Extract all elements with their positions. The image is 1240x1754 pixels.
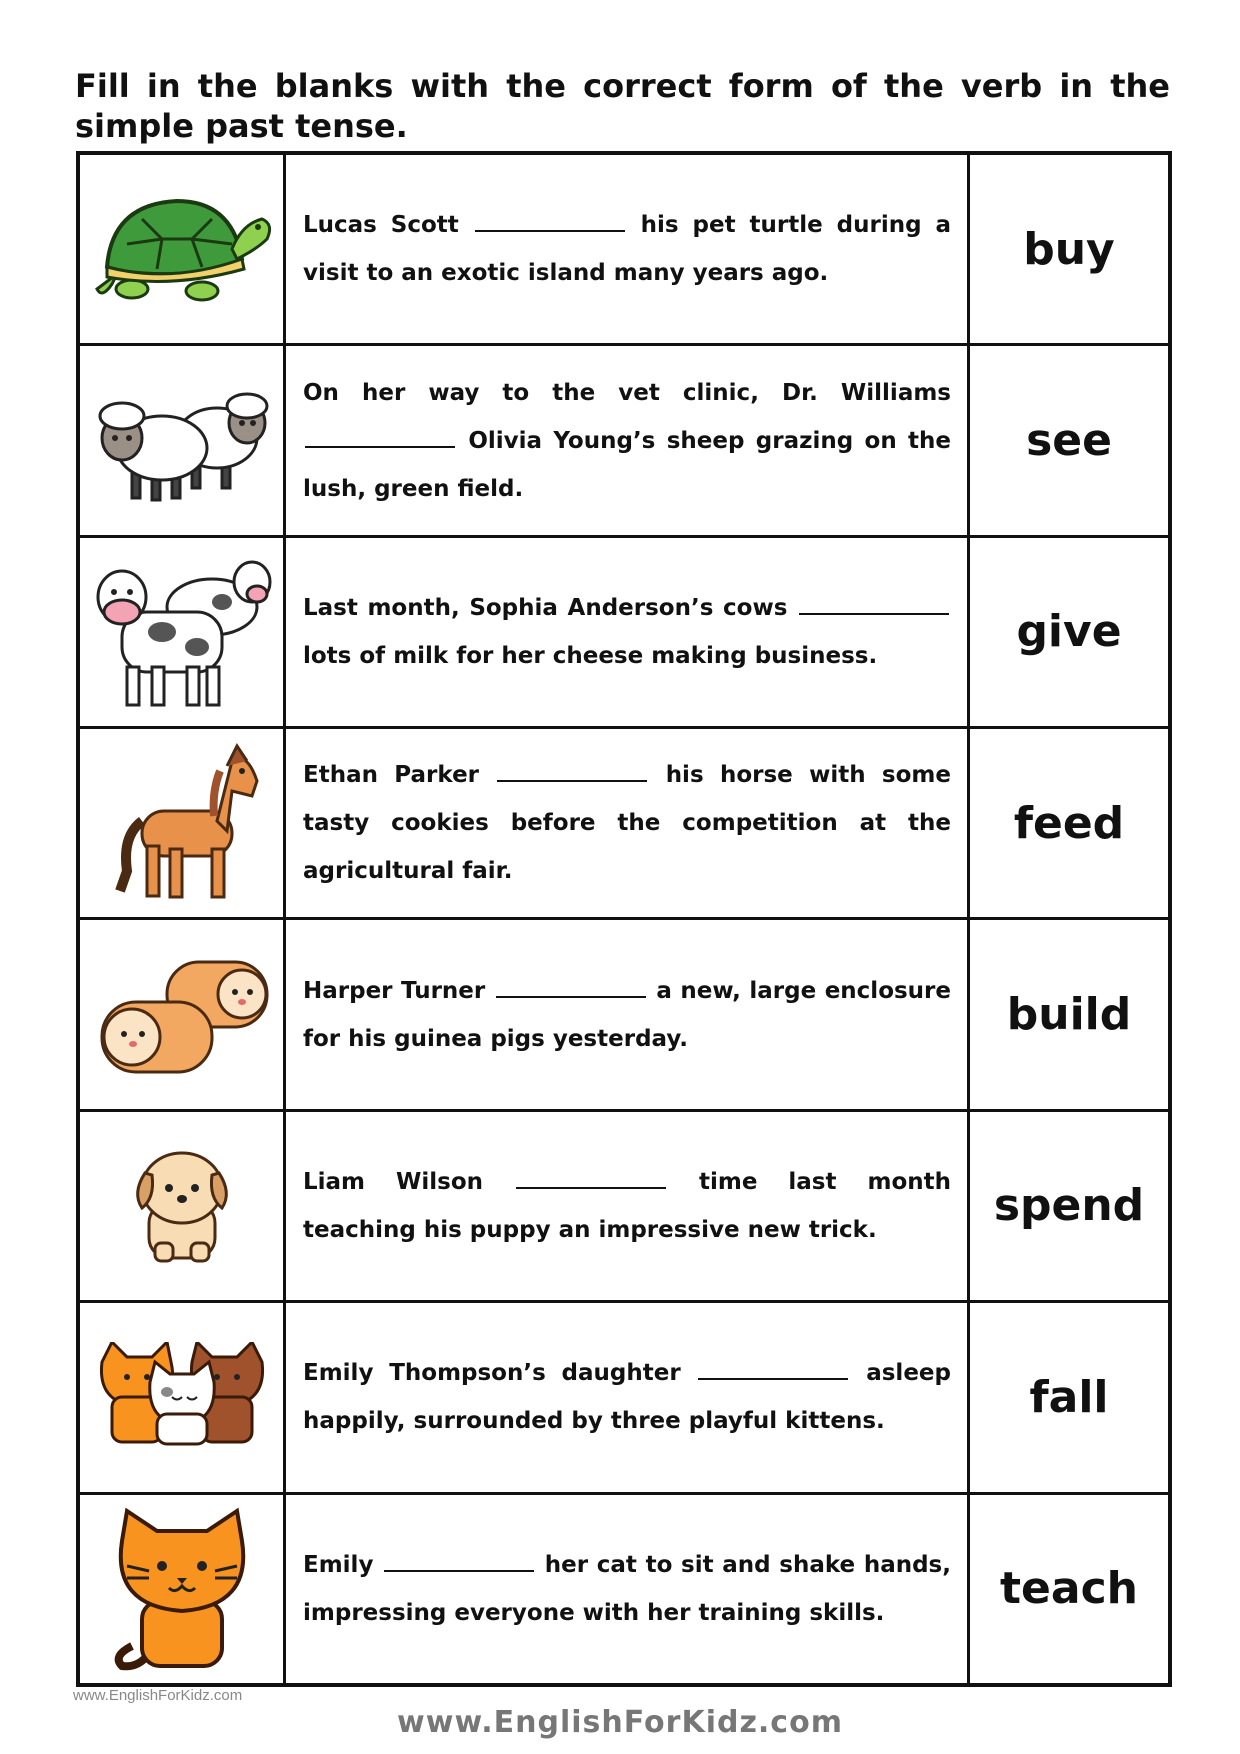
exercise-row [78,536,1170,727]
sentence-end: his pet turtle during a visit to an exotic island many years ago. [303,212,951,287]
answer-blank[interactable] [496,976,646,998]
picture-cell [78,1110,285,1301]
sentence [303,1349,951,1445]
sentence-cell [285,919,969,1110]
cow-icon [92,552,272,712]
sentence-cell [285,1110,969,1301]
sentence [303,1158,951,1254]
turtle-icon [92,189,272,309]
verb-cell: feed [969,728,1171,919]
exercise-row [78,728,1170,919]
sentence-end: his horse with some tasty cookies before the competition at the agricultural fair. [303,762,951,885]
sentence-cell [285,1302,969,1493]
exercise-row [78,153,1170,345]
horse-icon [102,741,262,906]
answer-blank[interactable] [305,426,455,448]
sentence [303,201,951,297]
guinea-pig-icon [92,952,272,1077]
verb-cell: give [969,536,1171,727]
picture-cell [78,919,285,1110]
sheep-icon [92,378,272,503]
sentence-end: Olivia Young’s sheep grazing on the lush, green field. [303,427,952,502]
answer-blank[interactable] [799,593,949,615]
exercise-row [78,1302,1170,1493]
sentence [303,751,951,895]
sentence-start: Harper Turner [303,977,486,1004]
sentence-start: Last month, Sophia Anderson’s cows [303,594,788,621]
sentence-end: time last month teaching his puppy an impressive new trick. [303,1168,951,1243]
sentence-end: her cat to sit and shake hands, impressing everyone with her training skills. [303,1551,951,1626]
exercise-row [78,1110,1170,1301]
instructions: Fill in the blanks with the correct form of the verb in the simple past tense. [75,67,1170,145]
sentence-cell [285,345,969,536]
cat-icon [107,1506,257,1671]
verb-cell: buy [969,153,1171,345]
sentence-start: Ethan Parker [303,762,480,789]
sentence [303,967,951,1063]
answer-blank[interactable] [497,760,647,782]
sentence-end: asleep happily, surrounded by three playful kittens. [303,1360,951,1435]
sentence [303,1541,951,1637]
sentence-end: lots of milk for her cheese making business. [303,642,878,669]
exercise-row [78,919,1170,1110]
kittens-icon [92,1342,272,1452]
exercise-row [78,345,1170,536]
sentence-cell [285,536,969,727]
sentence-cell [285,153,969,345]
sentence-cell [285,1493,969,1685]
answer-blank[interactable] [384,1550,534,1572]
picture-cell [78,1493,285,1685]
picture-cell [78,153,285,345]
watermark-url: www.EnglishForKidz.com [73,1687,243,1704]
sentence-start: Emily [303,1551,374,1578]
exercise-row [78,1493,1170,1685]
verb-cell: fall [969,1302,1171,1493]
verb-cell: see [969,345,1171,536]
puppy-icon [127,1143,237,1268]
sentence-cell [285,728,969,919]
picture-cell [78,345,285,536]
verb-cell: spend [969,1110,1171,1301]
sentence [303,369,951,513]
sentence-start: Liam Wilson [303,1168,484,1195]
verb-cell: build [969,919,1171,1110]
sentence-end: a new, large enclosure for his guinea pigs yesterday. [303,977,951,1052]
answer-blank[interactable] [698,1358,848,1380]
footer-url[interactable]: www.EnglishForKidz.com [397,1705,843,1740]
verb-cell: teach [969,1493,1171,1685]
exercise-table [76,151,1172,1687]
answer-blank[interactable] [516,1167,666,1189]
picture-cell [78,536,285,727]
picture-cell [78,1302,285,1493]
sentence-start: Emily Thompson’s daughter [303,1360,681,1387]
picture-cell [78,728,285,919]
sentence-start: Lucas Scott [303,212,459,239]
sentence-start: On her way to the vet clinic, Dr. Williams [303,379,951,406]
sentence [303,584,951,680]
answer-blank[interactable] [475,210,625,232]
